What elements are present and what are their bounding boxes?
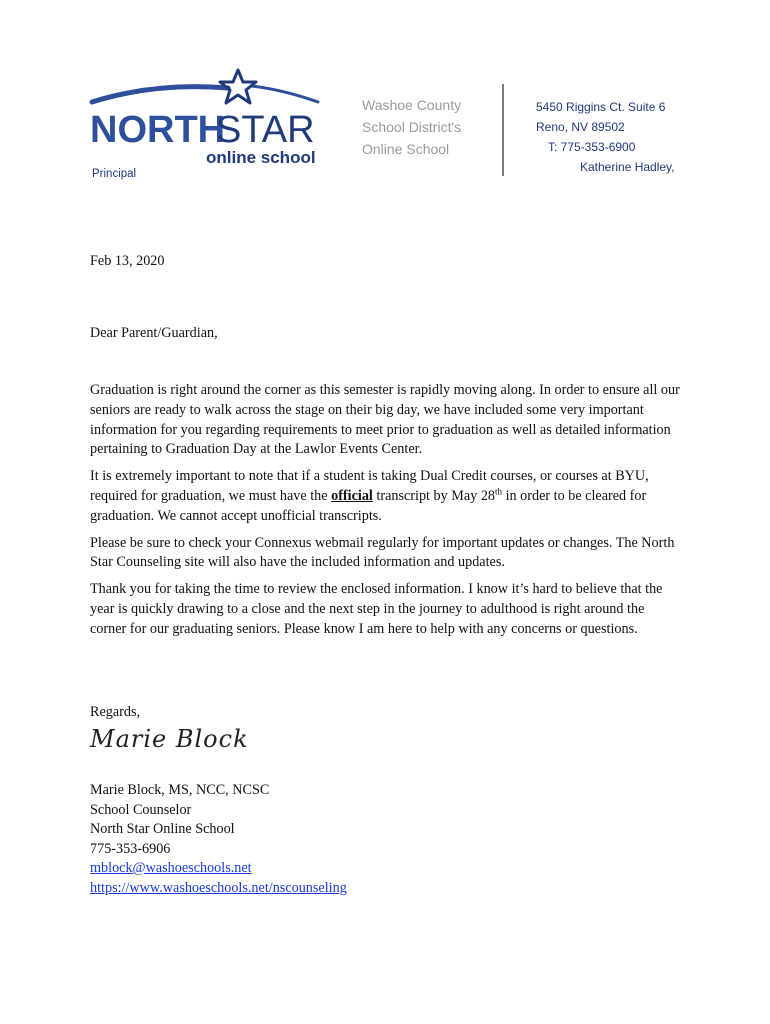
- paragraph-transcript: [90, 467, 682, 526]
- address-phone: T: 775-353-6900: [548, 140, 636, 154]
- paragraph-webmail: Please be sure to check your Connexus webmail regularly for important updates or changes. The North Star Counseling site will also have the included information and updates.: [90, 534, 675, 571]
- transcript-text-after: in order to be cleared for graduation. We cannot accept unofficial transcripts.: [90, 487, 647, 524]
- signer-phone: 775-353-6906: [90, 840, 171, 857]
- address-city: Reno, NV 89502: [536, 120, 625, 134]
- email-link[interactable]: mblock@washoeschools.net: [90, 860, 252, 876]
- transcript-text-before: It is extremely important to note that if a student is taking Dual Credit courses, or courses at BYU, required for graduation, we must have the: [90, 468, 649, 504]
- letter-paragraphs: [90, 381, 682, 647]
- district-name: [362, 94, 461, 160]
- north-star-logo: [86, 64, 326, 174]
- signer-title: School Counselor: [90, 801, 192, 818]
- signer-name: Marie Block, MS, NCC, NCSC: [90, 782, 270, 798]
- signature-block: [90, 781, 347, 898]
- district-line: Online School: [362, 141, 450, 157]
- logo-online-school-text: online school: [206, 148, 316, 167]
- paragraph-thanks: Thank you for taking the time to review the enclosed information. I know it’s hard to believe that the year is quickly drawing to a close and the next step in the journey to adulthood is right around the corner for our graduating seniors. Please know I am here to help with any concerns or questions.: [90, 581, 663, 637]
- logo-star-text: STAR: [216, 109, 315, 151]
- principal-label: Principal: [92, 168, 137, 180]
- logo-swoosh-right: [252, 86, 318, 102]
- transcript-text-middle: transcript by May 28: [372, 487, 496, 504]
- header-divider: [502, 84, 504, 176]
- logo-north-text: NORTH: [90, 109, 226, 151]
- address-street: 5450 Riggins Ct. Suite 6: [536, 100, 666, 114]
- district-line: Washoe County: [362, 97, 462, 113]
- letter-date: Feb 13, 2020: [90, 253, 165, 269]
- website-link[interactable]: https://www.washoeschools.net/nscounseling: [90, 879, 347, 896]
- handwritten-signature: Marie Block: [90, 725, 249, 753]
- star-icon: [220, 70, 256, 103]
- letter-body: [90, 252, 682, 896]
- signer-organization: North Star Online School: [90, 821, 235, 837]
- district-line: School District's: [362, 119, 462, 135]
- ordinal-suffix: th: [495, 486, 503, 497]
- logo-graphic: [86, 64, 326, 174]
- school-address: [536, 97, 675, 177]
- logo-swoosh-left: [92, 87, 228, 102]
- paragraph-graduation: Graduation is right around the corner as this semester is rapidly moving along. In order to ensure all our seniors are ready to walk across the stage on their big day, we have included some very important information for you regarding requirements to meet prior to graduation as well as detailed information pertaining to Graduation Day at the Lawlor Events Center.: [90, 382, 680, 458]
- official-emphasis: official: [331, 487, 373, 504]
- letter-closing: Regards,: [90, 704, 141, 720]
- principal-name: Katherine Hadley,: [580, 160, 675, 174]
- letter-salutation: Dear Parent/Guardian,: [90, 325, 218, 341]
